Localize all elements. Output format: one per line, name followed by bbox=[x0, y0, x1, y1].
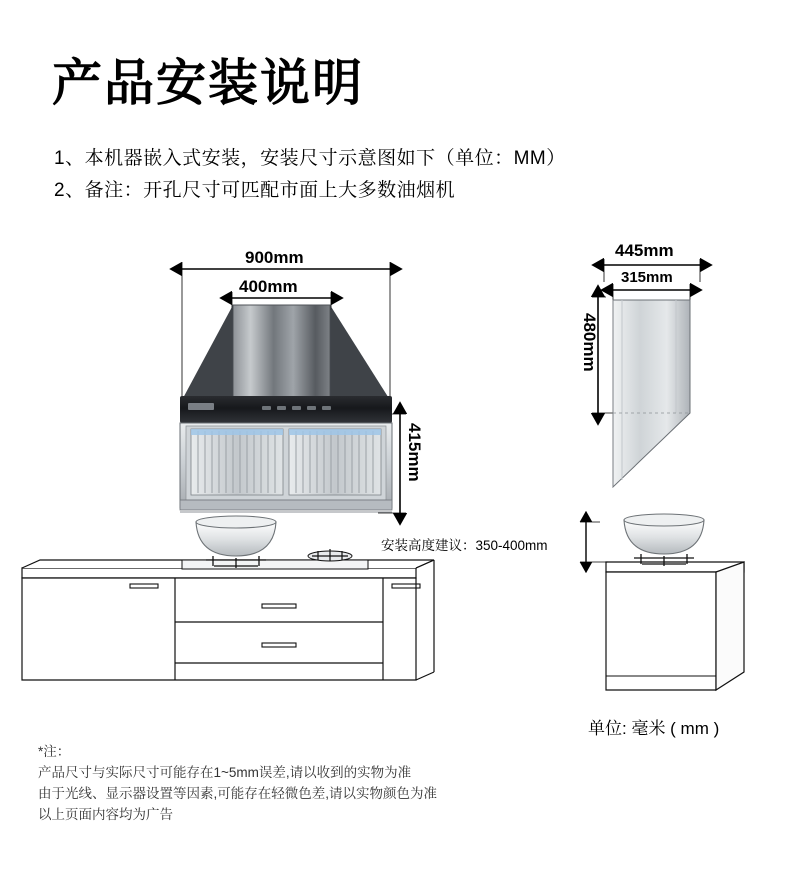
side-inner-width-label: 315mm bbox=[621, 269, 673, 286]
range-hood-side-view bbox=[613, 300, 690, 487]
front-chimney-width-label: 400mm bbox=[239, 277, 298, 296]
header-note-1: 1、本机器嵌入式安装，安装尺寸示意图如下（单位：MM） bbox=[54, 148, 566, 169]
kitchen-cabinet-front-view bbox=[22, 560, 434, 680]
kitchen-cabinet-side-view bbox=[606, 514, 744, 690]
install-height-dimension bbox=[580, 522, 608, 562]
front-height-label: 415mm bbox=[405, 423, 424, 482]
range-hood-front-view bbox=[180, 305, 392, 512]
side-height-label: 480mm bbox=[580, 313, 599, 372]
side-top-width-label: 445mm bbox=[615, 241, 674, 260]
unit-label: 单位: 毫米 ( mm ) bbox=[588, 719, 720, 738]
footnote-line-3: 由于光线、显示器设置等因素,可能存在轻微色差,请以实物颜色为准 bbox=[38, 785, 438, 801]
footnotes bbox=[38, 742, 437, 826]
footnote-line-1: *注： bbox=[38, 744, 71, 759]
footnote-line-2: 产品尺寸与实际尺寸可能存在1~5mm误差,请以收到的实物为准 bbox=[38, 764, 412, 780]
front-width-label: 900mm bbox=[245, 248, 304, 267]
page-title: 产品安装说明 bbox=[52, 55, 364, 111]
header-note-2: 2、备注：开孔尺寸可匹配市面上大多数油烟机 bbox=[54, 180, 456, 201]
install-height-note: 安装高度建议：350-400mm bbox=[381, 538, 548, 553]
footnote-line-4: 以上页面内容均为广告 bbox=[38, 806, 173, 822]
